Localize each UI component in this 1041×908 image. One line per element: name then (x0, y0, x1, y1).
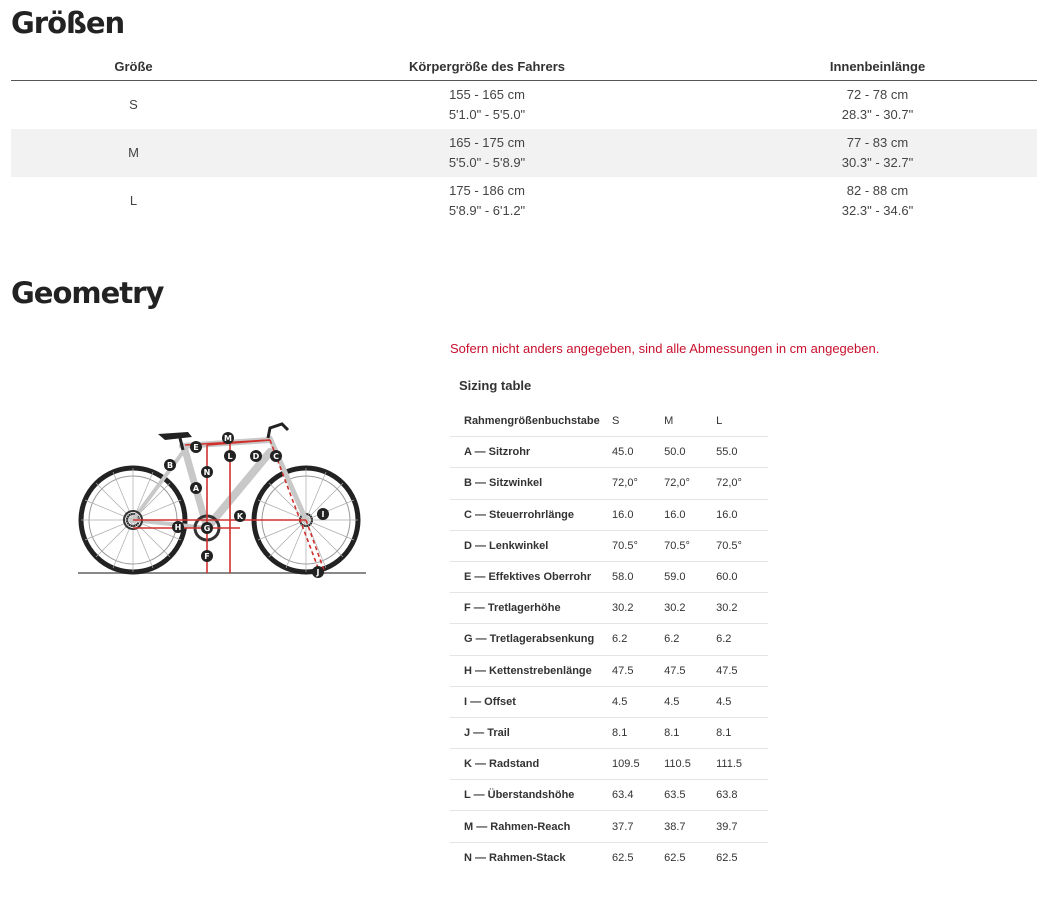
height-cm: 155 - 165 cm (449, 87, 525, 102)
size-cell: M (11, 129, 256, 177)
measurement-label: G — Tretlagerabsenkung (450, 624, 612, 655)
svg-text:B: B (166, 461, 174, 470)
measurement-label: A — Sitzrohr (450, 437, 612, 468)
measurement-value: 6.2 (716, 624, 768, 655)
bike-geometry-diagram (70, 410, 370, 585)
header-frame-size: Rahmengrößenbuchstabe (464, 415, 600, 428)
size-cell: S (129, 97, 138, 112)
svg-text:J: J (316, 568, 320, 577)
label-marker-K (234, 510, 246, 522)
table-row (450, 655, 768, 686)
svg-text:F: F (204, 552, 210, 561)
header-size: Größe (11, 52, 256, 81)
label-marker-L (224, 450, 236, 462)
bike-frame (133, 438, 306, 528)
size-table (11, 52, 1037, 225)
measurement-value: 8.1 (664, 717, 716, 748)
inseam-cell (718, 129, 1037, 177)
measurement-value: 47.5 (716, 655, 768, 686)
table-row (11, 177, 1037, 225)
table-row (450, 530, 768, 561)
svg-text:L: L (227, 452, 233, 461)
measurement-label: N — Rahmen-Stack (450, 842, 612, 873)
saddle (158, 432, 192, 440)
table-row (11, 129, 1037, 177)
measurement-value: 70.5° (612, 530, 664, 561)
header-s: S (612, 415, 620, 428)
height-cm: 175 - 186 cm (449, 183, 525, 198)
measurement-value: 63.5 (664, 780, 716, 811)
measurement-label: L — Überstandshöhe (450, 780, 612, 811)
label-marker-J (312, 566, 324, 578)
measurement-value: 45.0 (612, 437, 664, 468)
table-row (450, 437, 768, 468)
measurement-value: 4.5 (664, 686, 716, 717)
svg-text:D: D (252, 452, 260, 461)
svg-text:A: A (192, 484, 200, 493)
table-row (450, 811, 768, 842)
geometry-table (450, 406, 768, 873)
measurement-value: 4.5 (612, 686, 664, 717)
measurement-value: 8.1 (716, 717, 768, 748)
geometry-table-header (450, 406, 768, 437)
label-marker-F (201, 550, 213, 562)
table-row (450, 499, 768, 530)
svg-text:I: I (321, 510, 325, 519)
table-row (11, 81, 1037, 130)
measurement-label: D — Lenkwinkel (450, 530, 612, 561)
label-marker-G (201, 522, 213, 534)
measurement-value: 111.5 (716, 749, 768, 780)
header-l: L (716, 415, 723, 428)
measurement-label: B — Sitzwinkel (450, 468, 612, 499)
measurement-value: 63.4 (612, 780, 664, 811)
height-in: 5'1.0" - 5'5.0" (448, 107, 526, 122)
measurement-value: 70.5° (664, 530, 716, 561)
measurement-value: 47.5 (664, 655, 716, 686)
table-row (450, 593, 768, 624)
inseam-cell (718, 177, 1037, 225)
measurement-value: 62.5 (664, 842, 716, 873)
measurement-value: 39.7 (716, 811, 768, 842)
header-m: M (664, 415, 674, 428)
inseam-cell (718, 81, 1037, 130)
header-rider-height: Körpergröße des Fahrers (256, 52, 718, 81)
table-row (450, 749, 768, 780)
measurement-value: 55.0 (716, 437, 768, 468)
label-marker-E (190, 441, 202, 453)
label-marker-B (164, 459, 176, 471)
measurement-value: 70.5° (716, 530, 768, 561)
svg-text:M: M (224, 434, 232, 443)
geometry-title: Geometry (11, 276, 164, 310)
table-row (450, 468, 768, 499)
measurement-value: 4.5 (716, 686, 768, 717)
rider-height-cell (256, 81, 718, 130)
units-note: Sofern nicht anders angegeben, sind alle Abmessungen in cm angegeben. (450, 341, 880, 356)
height-in: 5'8.9" - 6'1.2" (448, 203, 526, 218)
measurement-label: J — Trail (450, 717, 612, 748)
svg-text:C: C (273, 452, 279, 461)
svg-text:G: G (203, 524, 211, 533)
svg-text:N: N (203, 468, 211, 477)
table-row (450, 624, 768, 655)
measurement-value: 72,0° (612, 468, 664, 499)
measurement-value: 6.2 (664, 624, 716, 655)
label-marker-H (172, 521, 184, 533)
measurement-value: 30.2 (612, 593, 664, 624)
label-marker-N (201, 466, 213, 478)
height-in: 5'5.0" - 5'8.9" (448, 155, 526, 170)
measurement-value: 16.0 (716, 499, 768, 530)
svg-text:E: E (193, 443, 199, 452)
measurement-label: E — Effektives Oberrohr (450, 561, 612, 592)
measurement-label: F — Tretlagerhöhe (450, 593, 612, 624)
measurement-value: 72,0° (664, 468, 716, 499)
inseam-cm: 77 - 83 cm (846, 135, 909, 150)
label-marker-M (222, 432, 234, 444)
rider-height-cell (256, 177, 718, 225)
measurement-label: M — Rahmen-Reach (450, 811, 612, 842)
measurement-value: 72,0° (716, 468, 768, 499)
measurement-value: 38.7 (664, 811, 716, 842)
measurement-value: 63.8 (716, 780, 768, 811)
measurement-value: 16.0 (664, 499, 716, 530)
measurement-label: I — Offset (450, 686, 612, 717)
inseam-cm: 72 - 78 cm (846, 87, 909, 102)
sizing-table-title: Sizing table (459, 378, 532, 393)
measurement-value: 60.0 (716, 561, 768, 592)
measurement-value: 47.5 (612, 655, 664, 686)
measurement-value: 110.5 (664, 749, 716, 780)
table-row (450, 717, 768, 748)
measurement-value: 30.2 (664, 593, 716, 624)
measurement-value: 109.5 (612, 749, 664, 780)
sizes-title: Größen (11, 6, 125, 40)
table-row (450, 686, 768, 717)
measurement-value: 16.0 (612, 499, 664, 530)
size-table-header (11, 52, 1037, 81)
measurement-label: K — Radstand (450, 749, 612, 780)
table-row (450, 842, 768, 873)
label-marker-I (317, 508, 329, 520)
measurement-label: H — Kettenstrebenlänge (450, 655, 612, 686)
measurement-value: 59.0 (664, 561, 716, 592)
header-inseam: Innenbeinlänge (718, 52, 1037, 81)
height-cm: 165 - 175 cm (449, 135, 525, 150)
measurement-value: 62.5 (716, 842, 768, 873)
measurement-value: 50.0 (664, 437, 716, 468)
measurement-value: 6.2 (612, 624, 664, 655)
svg-text:K: K (236, 512, 244, 521)
table-row (450, 561, 768, 592)
label-marker-C (270, 450, 282, 462)
table-row (450, 780, 768, 811)
rider-height-cell (256, 129, 718, 177)
inseam-in: 30.3" - 32.7" (841, 155, 914, 170)
measurement-value: 37.7 (612, 811, 664, 842)
inseam-in: 32.3" - 34.6" (841, 203, 914, 218)
measurement-label: C — Steuerrohrlänge (450, 499, 612, 530)
measurement-value: 8.1 (612, 717, 664, 748)
svg-text:H: H (174, 523, 182, 532)
inseam-in: 28.3" - 30.7" (841, 107, 914, 122)
size-cell: L (129, 193, 138, 208)
measurement-value: 62.5 (612, 842, 664, 873)
label-marker-A (190, 482, 202, 494)
measurement-value: 58.0 (612, 561, 664, 592)
label-marker-D (250, 450, 262, 462)
measurement-value: 30.2 (716, 593, 768, 624)
inseam-cm: 82 - 88 cm (846, 183, 909, 198)
